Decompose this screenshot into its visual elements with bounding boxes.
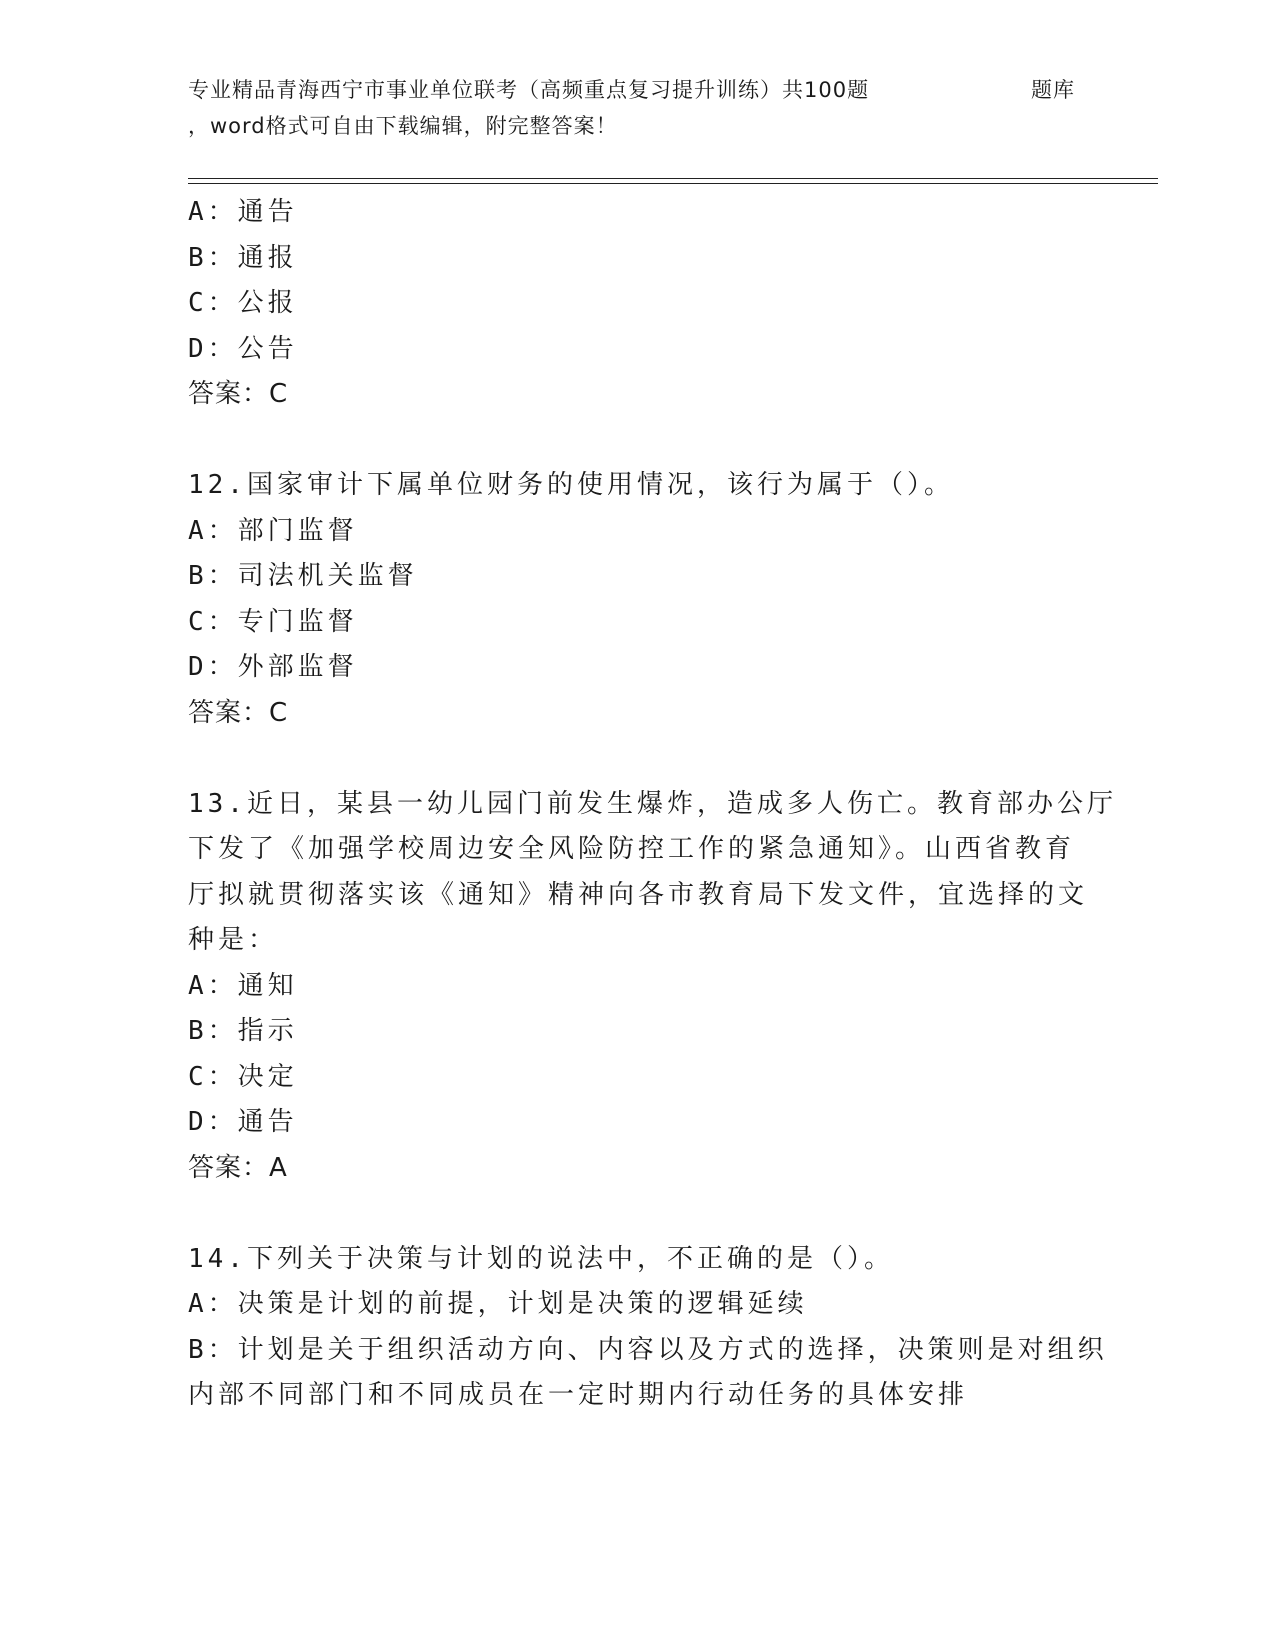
option-c: C：专门监督 <box>188 606 358 637</box>
answer-line: 答案：C <box>188 697 289 728</box>
option-a: A：通知 <box>188 970 298 1001</box>
option-a: A：部门监督 <box>188 515 358 546</box>
question-stem-line-1: 13.近日，某县一幼儿园门前发生爆炸，造成多人伤亡。教育部办公厅 <box>188 788 1117 819</box>
question-stem-line-2: 下发了《加强学校周边安全风险防控工作的紧急通知》。山西省教育 <box>188 834 1076 864</box>
option-c: C：决定 <box>188 1061 298 1092</box>
option-b: B：司法机关监督 <box>188 561 418 591</box>
option-a: A：决策是计划的前提，计划是决策的逻辑延续 <box>188 1289 808 1319</box>
answer-line: 答案：A <box>188 1152 288 1183</box>
question-13 <box>188 782 1117 1192</box>
header-rule-top <box>188 178 1158 179</box>
header-tag: 题库 <box>1031 78 1075 102</box>
page-header <box>188 72 1158 144</box>
option-d: D：外部监督 <box>188 652 358 682</box>
question-stem: 12.国家审计下属单位财务的使用情况，该行为属于（）。 <box>188 470 954 500</box>
option-d: D：通告 <box>188 1107 298 1137</box>
option-c: C：公报 <box>188 288 298 318</box>
spacer <box>188 1191 1088 1237</box>
answer-line: 答案：C <box>188 379 289 409</box>
question-11 <box>188 190 1088 418</box>
question-content <box>188 190 1117 1419</box>
option-d: D：公告 <box>188 333 298 364</box>
question-12 <box>188 463 1088 736</box>
header-title-line-1 <box>188 72 1158 108</box>
option-b: B：指示 <box>188 1016 298 1046</box>
option-b-line-1: B：计划是关于组织活动方向、内容以及方式的选择，决策则是对组织 <box>188 1334 1108 1365</box>
header-title-line-2: ，word格式可自由下载编辑，附完整答案！ <box>188 114 618 138</box>
question-14 <box>188 1237 1108 1419</box>
question-stem-line-4: 种是： <box>188 925 279 955</box>
header-rule-bottom <box>188 183 1158 184</box>
question-stem: 14.下列关于决策与计划的说法中，不正确的是（）。 <box>188 1243 894 1274</box>
option-a: A：通告 <box>188 197 298 227</box>
option-b: B：通报 <box>188 242 298 273</box>
option-b-line-2: 内部不同部门和不同成员在一定时期内行动任务的具体安排 <box>188 1380 969 1410</box>
spacer <box>188 736 1088 782</box>
header-title-text: 专业精品青海西宁市事业单位联考（高频重点复习提升训练）共100题 <box>188 78 870 102</box>
question-stem-line-3: 厅拟就贯彻落实该《通知》精神向各市教育局下发文件，宜选择的文 <box>188 879 1089 910</box>
spacer <box>188 418 1088 464</box>
